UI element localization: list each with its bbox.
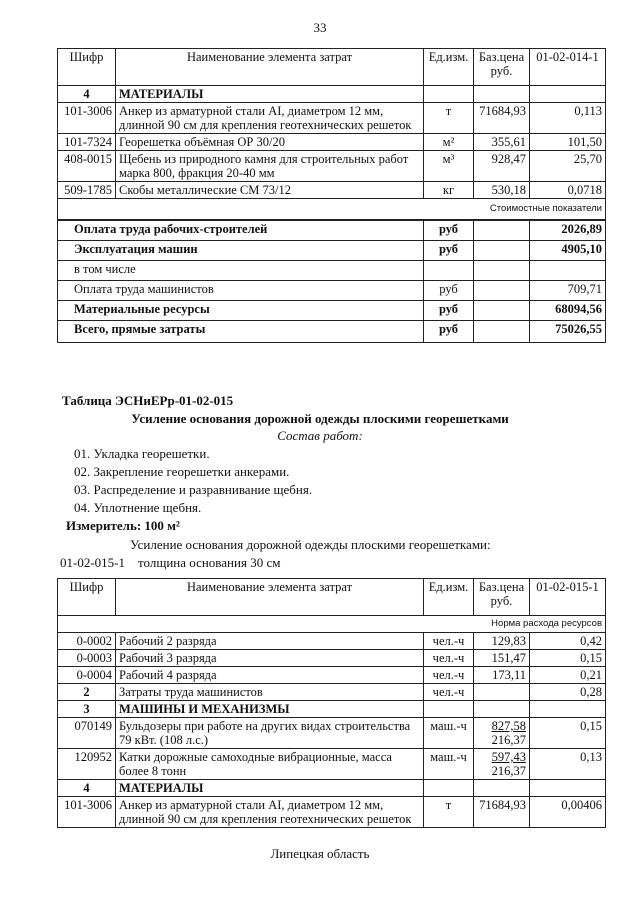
summary-operators: Оплата труда машинистов — [58, 280, 424, 300]
summary-total: Всего, прямые затраты — [58, 320, 424, 342]
composition-label: Состав работ: — [277, 428, 363, 443]
section-row: 4 МАТЕРИАЛЫ — [58, 86, 606, 103]
table-title: Таблица ЭСНиЕРр-01-02-015 — [62, 393, 234, 408]
table-01-02-014: Шифр Наименование элемента затрат Ед.изм. Баз.цена руб. 01-02-014-1 4 МАТЕРИАЛЫ 101-3006 Анкер из арматурной стали AI, диаметром 12 мм, длинной 90 см для крепления геотехнических решеток т 71684,93 0,113 101-7324 Георешетка объёмная ОР 30/20 м² 355,61 101,50 408-0015 Щебень из природного камня для строительных работ марка 800, фракция 20-40 мм м³ 928,47 25,70 509-1785 Скобы металлические СМ 73/12 кг 530,18 0,0718 Стоимостные показатели Оплата труда рабочих-строителей руб 2026,89 Эксплуатация машин руб 4905,10 в том числе Оплата труда машинистов руб 709,71 Материальные ресурсы руб 68094,56 Всего, прямые затраты руб 75026,55 — [57, 48, 606, 343]
summary-machines: Эксплуатация машин — [58, 240, 424, 260]
table-row: 0-0003 Рабочий 3 разряда чел.-ч 151,47 0,15 — [58, 650, 606, 667]
variant-label: 01-02-015-1 толщина основания 30 см — [60, 555, 281, 570]
table-row: 101-7324 Георешетка объёмная ОР 30/20 м² 355,61 101,50 — [58, 134, 606, 151]
cost-label-row: Стоимостные показатели — [58, 199, 606, 221]
header-unit: Ед.изм. — [424, 49, 474, 86]
table-row: 070149 Бульдозеры при работе на других видах строительства 79 кВт. (108 л.с.) маш.-ч 827,58 216,37 0,15 — [58, 718, 606, 749]
header-name: Наименование элемента затрат — [116, 49, 424, 86]
table-row: 101-3006 Анкер из арматурной стали AI, диаметром 12 мм, длинной 90 см для крепления геотехнических решеток т 71684,93 0,113 — [58, 103, 606, 134]
summary-labor: Оплата труда рабочих-строителей — [58, 220, 424, 240]
header-code: Шифр — [58, 49, 116, 86]
work-item: 04. Уплотнение щебня. — [74, 500, 202, 515]
summary-materials: Материальные ресурсы — [58, 300, 424, 320]
table-row: 101-3006 Анкер из арматурной стали AI, диаметром 12 мм, длинной 90 см для крепления геотехнических решеток т 71684,93 0,00406 — [58, 797, 606, 828]
section-row: 4 МАТЕРИАЛЫ — [58, 780, 606, 797]
work-item: 02. Закрепление георешетки анкерами. — [74, 464, 290, 479]
table-header — [58, 49, 606, 86]
table-row: 408-0015 Щебень из природного камня для строительных работ марка 800, фракция 20-40 мм м³ 928,47 25,70 — [58, 151, 606, 182]
norm-label-row: Норма расхода ресурсов — [58, 616, 606, 633]
machine-labor-row: 2 Затраты труда машинистов чел.-ч 0,28 — [58, 684, 606, 701]
page-number: 33 — [313, 20, 327, 35]
header-col: 01-02-014-1 — [530, 49, 606, 86]
table-row: 0-0004 Рабочий 4 разряда чел.-ч 173,11 0,21 — [58, 667, 606, 684]
section-row: 3 МАШИНЫ И МЕХАНИЗМЫ — [58, 701, 606, 718]
meter-label: Измеритель: 100 м² — [66, 518, 180, 533]
table-row: 120952 Катки дорожные самоходные вибрационные, масса более 8 тонн маш.-ч 597,43 216,37 0,13 — [58, 749, 606, 780]
table-row: 509-1785 Скобы металлические СМ 73/12 кг 530,18 0,0718 — [58, 182, 606, 199]
table-row: 0-0002 Рабочий 2 разряда чел.-ч 129,83 0,42 — [58, 633, 606, 650]
table-header: Шифр Наименование элемента затрат Ед.изм. Баз.цена руб. 01-02-015-1 — [58, 579, 606, 616]
footer-region: Липецкая область — [270, 846, 370, 861]
work-item: 01. Укладка георешетки. — [74, 446, 210, 461]
table-subtitle: Усиление основания дорожной одежды плоскими георешетками — [131, 411, 509, 426]
table-01-02-015 — [57, 578, 606, 828]
description: Усиление основания дорожной одежды плоскими георешетками: — [130, 537, 491, 552]
header-price: Баз.цена руб. — [474, 49, 530, 86]
work-item: 03. Распределение и разравнивание щебня. — [74, 482, 313, 497]
summary-including: в том числе — [58, 260, 424, 280]
